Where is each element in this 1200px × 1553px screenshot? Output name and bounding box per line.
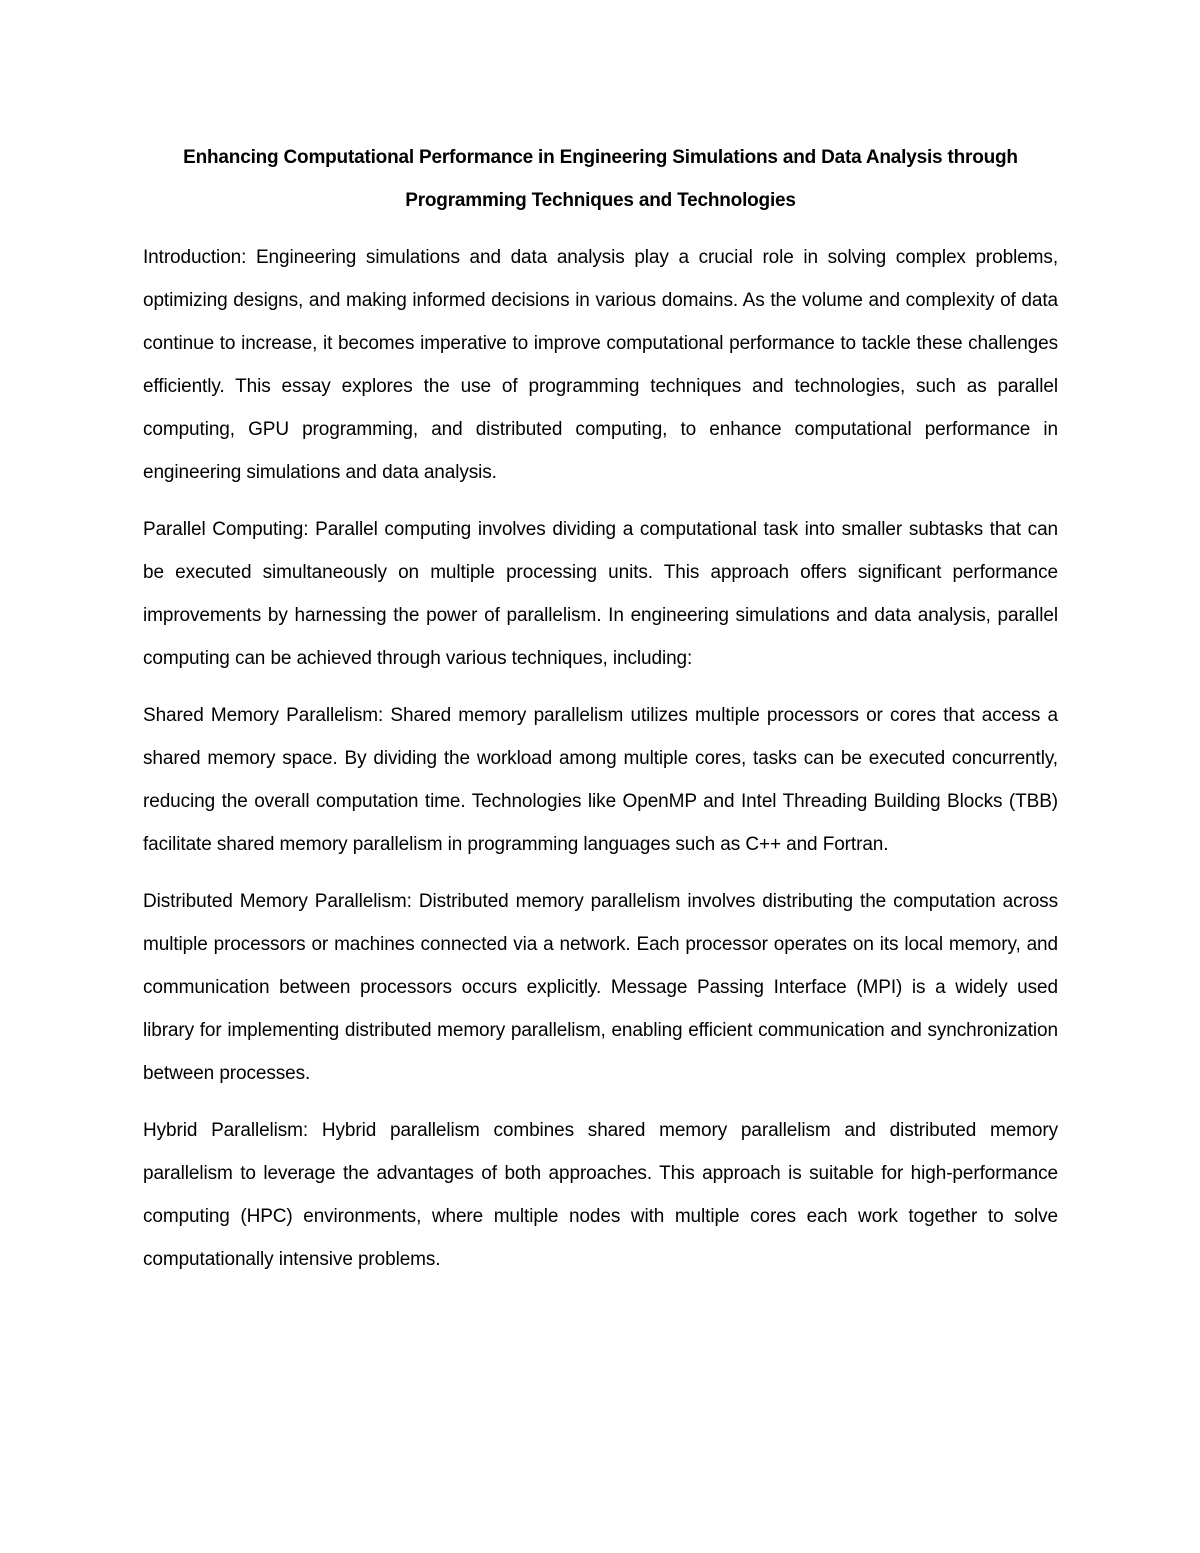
paragraph-heading: Distributed Memory Parallelism: [143, 891, 412, 912]
paragraph-body: Distributed memory parallelism involves distributing the computation across multiple processors or machines connected via a network. Each processor operates on its local memory, and communication between processors occurs explicitly. Message Passing Interface (MPI) is a widely used library for implementing distributed memory parallelism, enabling efficient communication and synchronization between processes. [143, 891, 1058, 1084]
paragraph-body: Parallel computing involves dividing a computational task into smaller subtasks that can be executed simultaneously on multiple processing units. This approach offers significant performance improvements by harnessing the power of parallelism. In engineering simulations and data analysis, parallel computing can be achieved through various techniques, including: [143, 519, 1059, 669]
paragraph-body: Engineering simulations and data analysis play a crucial role in solving complex problems, optimizing designs, and making informed decisions in various domains. As the volume and complexity of data continue to increase, it becomes imperative to improve computational performance to tackle these challenges efficiently. This essay explores the use of programming techniques and technologies, such as parallel computing, GPU programming, and distributed computing, to enhance computational performance in engineering simulations and data analysis. [143, 247, 1058, 483]
document-content [143, 136, 1058, 1281]
paragraph-heading: Shared Memory Parallelism: [143, 705, 384, 726]
document-title: Enhancing Computational Performance in Engineering Simulations and Data Analysis through Programming Techniques and Technologies [183, 147, 1018, 211]
paragraph-body: Hybrid parallelism combines shared memory parallelism and distributed memory parallelism to leverage the advantages of both approaches. This approach is suitable for high-performance computing (HPC) environments, where multiple nodes with multiple cores each work together to solve computationally intensive problems. [143, 1120, 1058, 1270]
paragraph-shared-memory [143, 694, 1058, 866]
paragraph-heading: Parallel Computing: [143, 519, 309, 540]
paragraph-parallel-computing [143, 508, 1058, 680]
paragraph-introduction [143, 236, 1058, 494]
paragraph-distributed-memory [143, 880, 1058, 1095]
paragraph-heading: Introduction: [143, 247, 247, 268]
paragraph-body: Shared memory parallelism utilizes multiple processors or cores that access a shared memory space. By dividing the workload among multiple cores, tasks can be executed concurrently, reducing the overall computation time. Technologies like OpenMP and Intel Threading Building Blocks (TBB) facilitate shared memory parallelism in programming languages such as C++ and Fortran. [143, 705, 1058, 855]
paragraph-heading: Hybrid Parallelism: [143, 1120, 309, 1141]
paragraph-hybrid [143, 1109, 1058, 1281]
